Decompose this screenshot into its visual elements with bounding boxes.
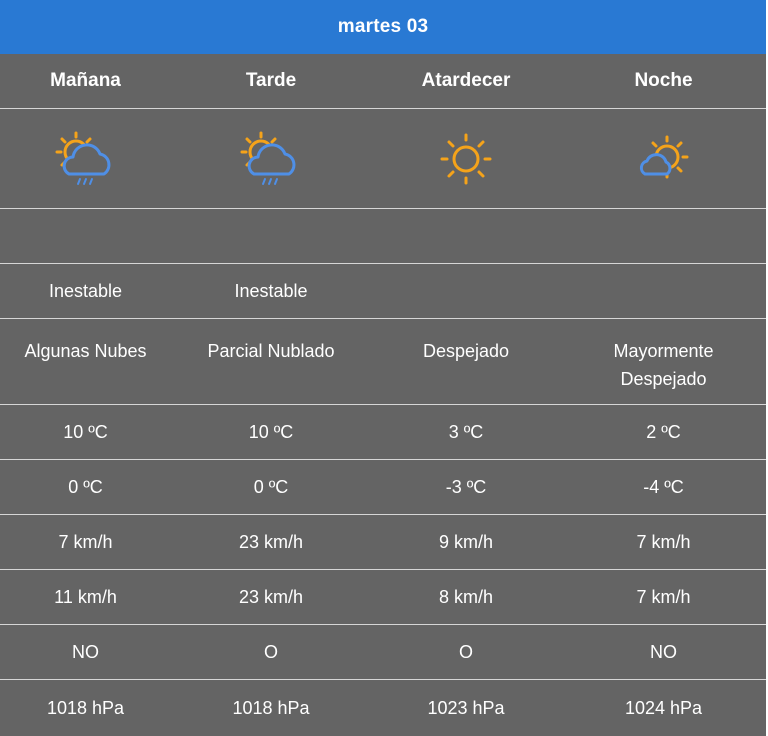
sun-cloud-rain-icon [0,109,171,208]
sun-cloud-rain-icon [171,109,371,208]
pressure-row [0,680,766,736]
gusts-row [0,570,766,625]
icon-row [0,109,766,209]
sun-icon [371,109,561,208]
pressure-morning: 1018 hPa [46,698,125,718]
temp-max-morning: 10 ºC [63,422,108,442]
stability-night [561,264,766,318]
day-header [0,0,766,54]
wind-row [0,515,766,570]
stability-evening [371,264,561,318]
gusts-morning: 11 km/h [54,587,117,607]
condition-night: Mayormente Despejado [613,341,714,389]
empty-row [0,209,766,264]
temp-max-afternoon: 10 ºC [248,422,294,442]
stability-afternoon: Inestable [234,281,308,301]
conditions-row [0,319,766,405]
wind-dir-afternoon: O [263,642,278,662]
wind-afternoon: 23 km/h [238,532,304,552]
temp-min-morning: 0 ºC [68,477,103,497]
temp-max-evening: 3 ºC [448,422,484,442]
temp-min-afternoon: 0 ºC [253,477,289,497]
pressure-afternoon: 1018 hPa [232,698,310,718]
wind-dir-evening: O [458,642,473,662]
temp-max-row [0,405,766,460]
period-morning: Mañana [50,70,121,91]
wind-dir-morning: NO [72,642,99,662]
wind-morning: 7 km/h [58,532,113,552]
wind-dir-night: NO [650,642,677,662]
period-afternoon: Tarde [245,70,297,91]
condition-morning: Algunas Nubes [24,341,147,361]
wind-evening: 9 km/h [438,532,494,552]
temp-min-row [0,460,766,515]
period-evening: Atardecer [421,70,511,91]
wind-night: 7 km/h [636,532,691,552]
period-night: Noche [634,70,693,91]
condition-afternoon: Parcial Nublado [207,341,335,361]
temp-max-night: 2 ºC [646,422,681,442]
wind-direction-row [0,625,766,680]
gusts-night: 7 km/h [636,587,691,607]
day-title: martes 03 [337,16,429,37]
moon-cloud-icon [561,109,766,208]
condition-evening: Despejado [422,341,510,361]
gusts-afternoon: 23 km/h [238,587,304,607]
gusts-evening: 8 km/h [438,587,494,607]
temp-min-night: -4 ºC [643,477,684,497]
pressure-night: 1024 hPa [624,698,703,718]
period-row [0,54,766,109]
temp-min-evening: -3 ºC [445,477,487,497]
stability-morning: Inestable [48,281,123,301]
stability-row [0,264,766,319]
pressure-evening: 1023 hPa [427,698,505,718]
